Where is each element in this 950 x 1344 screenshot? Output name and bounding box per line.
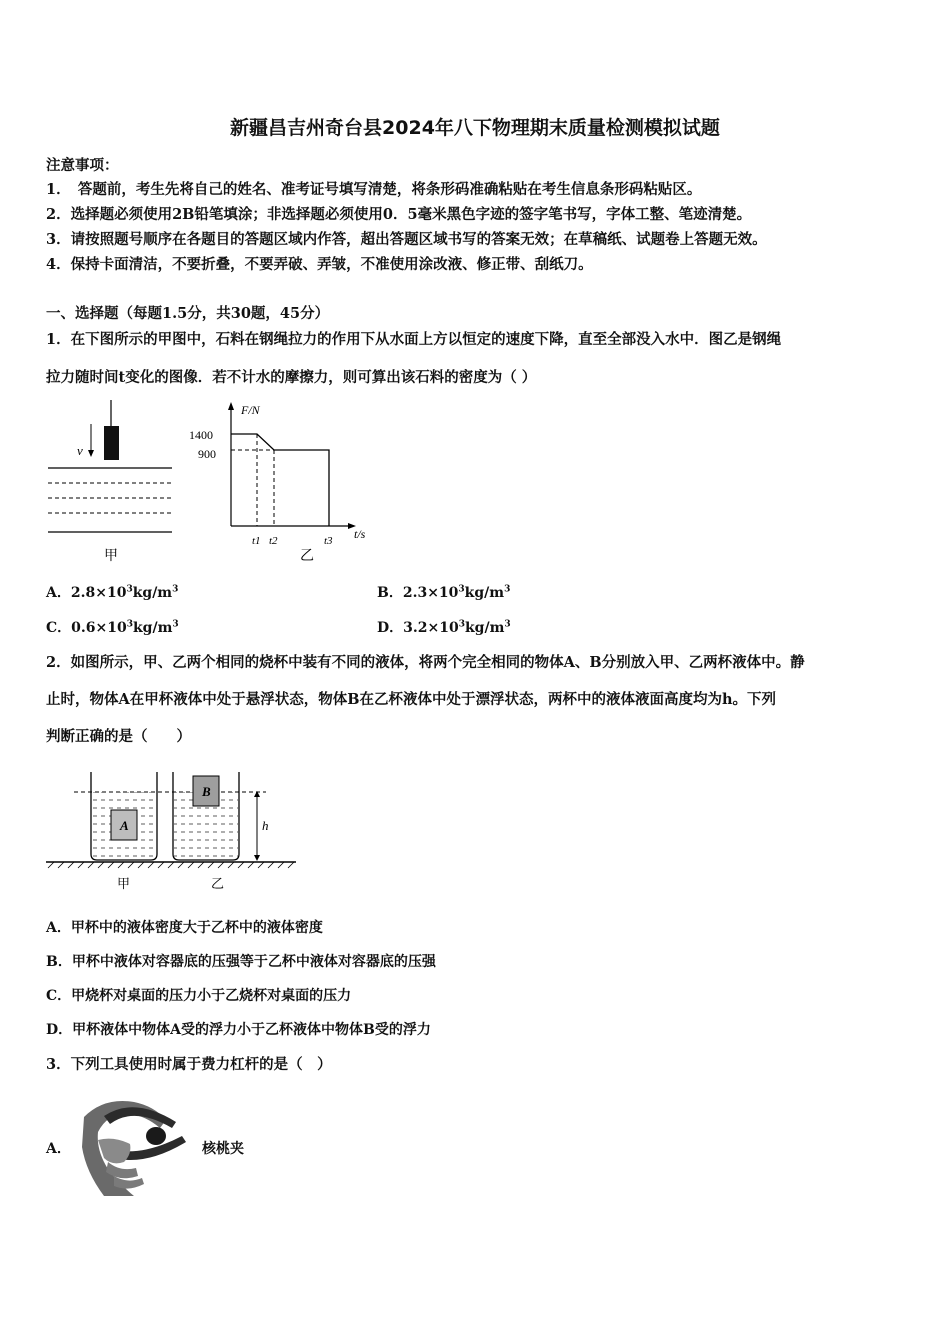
figure-caption-yi: 乙 xyxy=(300,549,314,564)
q1-stem-line1: 1．在下图所示的甲图中，石料在钢绳拉力的作用下从水面上方以恒定的速度下降，直至全部没入水中．图乙是钢绳 xyxy=(46,331,782,348)
q3-option-a-label: 核桃夹 xyxy=(202,1141,244,1157)
figure-caption-jia: 甲 xyxy=(104,549,118,564)
notice-heading: 注意事项： xyxy=(46,157,119,174)
notice-item: 2．选择题必须使用2B铅笔填涂；非选择题必须使用0．5毫米黑色字迹的签字笔书写，字体工整、笔迹清楚。 xyxy=(46,206,752,223)
caption-jia: 甲 xyxy=(117,876,131,891)
q2-stem-line1: 2．如图所示，甲、乙两个相同的烧杯中装有不同的液体，将两个完全相同的物体A、B分别放入甲、乙两杯液体中。静 xyxy=(46,654,805,671)
q1-option-b[interactable]: B．$2.3\times 10^3kg/m^3$ xyxy=(377,584,511,601)
tick-t3: t3 xyxy=(324,535,333,547)
q2-figure-beakers xyxy=(44,764,300,896)
q2-option-d[interactable]: D．甲杯液体中物体A受的浮力小于乙杯液体中物体B受的浮力 xyxy=(46,1022,431,1038)
page-title: 新疆昌吉州奇台县2024年八下物理期末质量检测模拟试题 xyxy=(230,117,720,139)
nutcracker-image xyxy=(74,1092,194,1202)
q1-figure-yi-graph xyxy=(186,398,376,568)
caption-yi: 乙 xyxy=(211,876,225,891)
tick-1400: 1400 xyxy=(189,428,213,442)
y-axis-label: F/N xyxy=(241,403,260,417)
q1-option-c[interactable]: C．$0.6\times 10^3kg/m^3$ xyxy=(46,619,179,636)
height-label: h xyxy=(262,818,269,833)
q1-stem-line2: 拉力随时间t变化的图像．若不计水的摩擦力，则可算出该石料的密度为（ ） xyxy=(46,369,537,386)
q2-stem-line3: 判断正确的是（ ） xyxy=(46,728,191,745)
tick-t2: t2 xyxy=(269,535,278,547)
q3-option-a-letter[interactable]: A． xyxy=(46,1141,71,1157)
block-b-label: B xyxy=(202,784,211,799)
force-curve xyxy=(231,434,329,526)
velocity-label: v xyxy=(77,443,83,458)
notice-item: 3．请按照题号顺序在各题目的答题区域内作答，超出答题区域书写的答案无效；在草稿纸、试题卷上答题无效。 xyxy=(46,231,767,248)
notice-item: 4．保持卡面清洁，不要折叠，不要弄破、弄皱，不准使用涂改液、修正带、刮纸刀。 xyxy=(46,256,593,273)
tick-t1: t1 xyxy=(252,535,261,547)
section-heading: 一、选择题（每题1.5分，共30题，45分） xyxy=(46,305,330,322)
q3-stem: 3．下列工具使用时属于费力杠杆的是（ ） xyxy=(46,1056,332,1073)
q2-stem-line2: 止时，物体A在甲杯液体中处于悬浮状态，物体B在乙杯液体中处于漂浮状态，两杯中的液体液面高度均为h。下列 xyxy=(46,691,777,708)
notice-item: 1． 答题前，考生先将自己的姓名、准考证号填写清楚，将条形码准确粘贴在考生信息条形码粘贴区。 xyxy=(46,181,702,198)
q1-option-d[interactable]: D．$3.2\times 10^3kg/m^3$ xyxy=(377,619,511,636)
q2-option-c[interactable]: C．甲烧杯对桌面的压力小于乙烧杯对桌面的压力 xyxy=(46,988,352,1004)
q1-figure-jia xyxy=(44,398,179,568)
q1-option-a[interactable]: A．$2.8\times 10^3kg/m^3$ xyxy=(46,584,179,601)
tick-900: 900 xyxy=(198,447,216,461)
q2-option-b[interactable]: B．甲杯中液体对容器底的压强等于乙杯中液体对容器底的压强 xyxy=(46,954,436,970)
x-axis-label: t/s xyxy=(354,527,366,541)
block-a-label: A xyxy=(120,818,129,833)
q2-option-a[interactable]: A．甲杯中的液体密度大于乙杯中的液体密度 xyxy=(46,920,323,936)
stone-block xyxy=(104,426,119,460)
